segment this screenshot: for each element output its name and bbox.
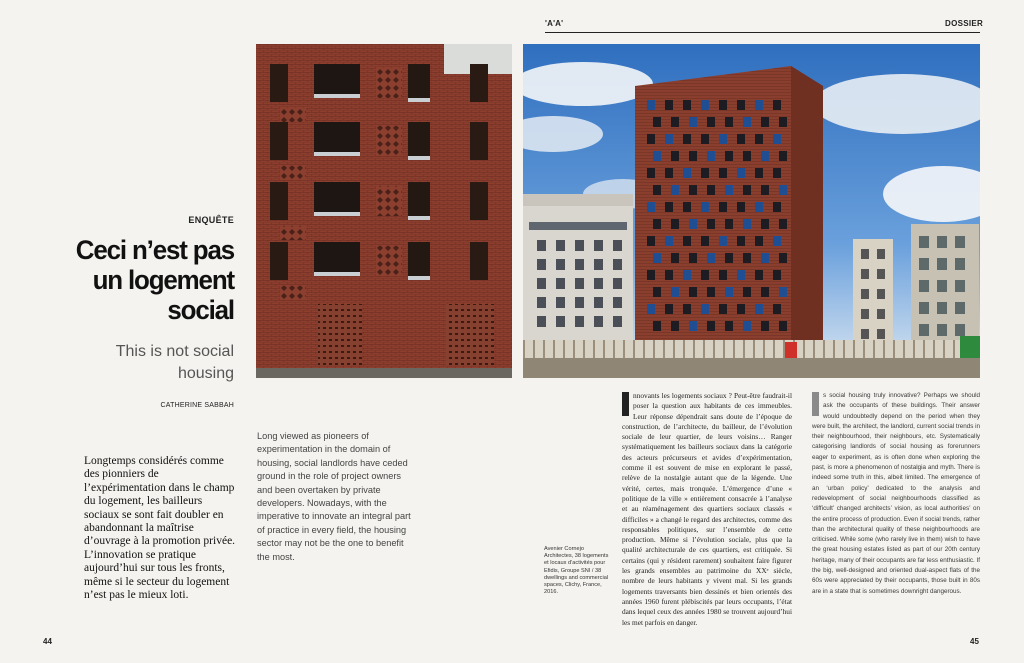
window xyxy=(665,100,673,110)
window xyxy=(937,236,947,248)
window xyxy=(861,329,869,339)
window xyxy=(665,304,673,314)
window xyxy=(737,304,745,314)
lead-paragraph-en: Long viewed as pioneers of experimentation in the domain of housing, social landlords have ceded ground in the role of project owners and been overtaken by private developers. Nowadays, with the imperative to innovate an integral part of practice in every field, the housing sector may not be the one to benefit the most. xyxy=(257,431,411,562)
window xyxy=(707,287,715,297)
dropcap-fr xyxy=(622,392,629,416)
window xyxy=(683,304,691,314)
window xyxy=(594,278,603,289)
window xyxy=(613,316,622,327)
window xyxy=(671,151,679,161)
window xyxy=(719,270,727,280)
window xyxy=(773,236,781,246)
window xyxy=(743,253,751,263)
author-name: CATHERINE SABBAH xyxy=(160,402,234,409)
window xyxy=(725,151,733,161)
body-column-fr xyxy=(622,391,792,628)
window xyxy=(737,270,745,280)
page-number-left: 44 xyxy=(43,637,52,646)
window xyxy=(719,168,727,178)
window xyxy=(647,270,655,280)
window xyxy=(755,202,763,212)
window xyxy=(761,219,769,229)
window xyxy=(671,321,679,331)
window xyxy=(937,280,947,292)
window xyxy=(647,236,655,246)
window xyxy=(755,236,763,246)
window xyxy=(719,236,727,246)
window xyxy=(665,202,673,212)
window xyxy=(955,302,965,314)
window xyxy=(683,168,691,178)
window xyxy=(725,117,733,127)
facade-photo xyxy=(256,44,512,378)
window xyxy=(725,185,733,195)
window xyxy=(919,280,929,292)
window xyxy=(613,240,622,251)
body-text-en: s social housing truly innovative? Perhaps we should ask the occupants of these buildings. Their answer would undoubtedly depend on the period when they were built, the architect, the landlord, current social trends in their neighbourhood, their neighbours, etc. Systematically categorising landlords of social housing as forerunners eager to experiment, as is often done when exploring the past, is more a phenomenon of nostalgia and myth. There is indeed some truth in this, albeit limited. The emergence of an ‘urban policy’ dedicated to the analysis and redevelopment of social neighbourhoods classified as ‘difficult’ changed architects’ vision, as local authorities’ on the entire process of production. Even if social trends, rather than the architectural quality of these neighbourhoods are criticised. While some (who rarely live in them) wish to have the great housing estates listed as part of our 20th century heritage, many of their occupants are far less enthusiastic. If the big, well-designed and oriented dual-aspect flats of the 60s were appreciated by their occupants, those built in 80s are in a state that is sometimes downright dangerous. xyxy=(812,392,981,595)
window xyxy=(761,287,769,297)
window xyxy=(470,182,488,220)
window xyxy=(556,259,565,270)
window xyxy=(701,100,709,110)
window xyxy=(743,117,751,127)
article-title: Ceci n’est pas un logement social xyxy=(75,235,234,325)
window xyxy=(647,100,655,110)
window xyxy=(919,236,929,248)
window xyxy=(725,321,733,331)
window xyxy=(919,302,929,314)
window xyxy=(937,302,947,314)
window xyxy=(701,270,709,280)
window xyxy=(314,182,360,216)
window xyxy=(653,253,661,263)
window xyxy=(270,64,288,102)
window xyxy=(737,100,745,110)
window xyxy=(270,122,288,160)
window xyxy=(743,287,751,297)
window xyxy=(314,64,360,98)
window xyxy=(955,258,965,270)
window xyxy=(779,253,787,263)
window xyxy=(314,242,360,276)
window xyxy=(408,182,430,220)
window xyxy=(613,259,622,270)
window xyxy=(707,253,715,263)
window xyxy=(556,316,565,327)
page-number-right: 45 xyxy=(970,637,979,646)
window xyxy=(683,100,691,110)
window xyxy=(779,185,787,195)
window xyxy=(737,202,745,212)
window xyxy=(653,151,661,161)
window xyxy=(575,259,584,270)
window xyxy=(773,270,781,280)
window xyxy=(761,253,769,263)
window xyxy=(683,270,691,280)
window xyxy=(575,278,584,289)
window xyxy=(683,202,691,212)
window xyxy=(537,316,546,327)
window xyxy=(575,240,584,251)
window xyxy=(270,242,288,280)
window xyxy=(537,259,546,270)
window xyxy=(937,324,947,336)
window xyxy=(773,202,781,212)
window xyxy=(761,321,769,331)
article-subtitle: This is not social housing xyxy=(115,343,234,382)
window xyxy=(761,117,769,127)
window xyxy=(671,253,679,263)
lead-paragraph-fr: Longtemps considérés comme des pionniers de l’expérimentation dans le champ du logement, les bailleurs sociaux se sont fait doubler en abandonnant la maîtrise d’ouvrage à la promotion privée. L’innovation se pratique aujourd’hui sur tous les fronts, même si le secteur du logement n’est pas le mieux loti. xyxy=(84,455,236,602)
window xyxy=(743,151,751,161)
window xyxy=(773,168,781,178)
tower-photo xyxy=(523,44,980,378)
window xyxy=(719,100,727,110)
window xyxy=(689,287,697,297)
window xyxy=(773,100,781,110)
window xyxy=(537,240,546,251)
window xyxy=(955,236,965,248)
window xyxy=(647,168,655,178)
window xyxy=(537,297,546,308)
window xyxy=(689,321,697,331)
window xyxy=(689,219,697,229)
window xyxy=(743,219,751,229)
window xyxy=(955,324,965,336)
window xyxy=(594,240,603,251)
window xyxy=(877,269,885,279)
window xyxy=(408,64,430,102)
window xyxy=(701,134,709,144)
window xyxy=(671,219,679,229)
window xyxy=(665,236,673,246)
window xyxy=(653,219,661,229)
window xyxy=(689,253,697,263)
window xyxy=(647,134,655,144)
window xyxy=(755,304,763,314)
window xyxy=(755,134,763,144)
window xyxy=(537,278,546,289)
window xyxy=(719,304,727,314)
window xyxy=(671,117,679,127)
window xyxy=(707,219,715,229)
window xyxy=(408,122,430,160)
window xyxy=(955,280,965,292)
window xyxy=(689,185,697,195)
window xyxy=(594,259,603,270)
section-label: DOSSIER xyxy=(945,19,984,28)
window xyxy=(683,236,691,246)
window xyxy=(773,134,781,144)
window xyxy=(665,168,673,178)
window xyxy=(689,117,697,127)
window xyxy=(575,316,584,327)
window xyxy=(575,297,584,308)
window xyxy=(647,202,655,212)
window xyxy=(683,134,691,144)
window xyxy=(671,287,679,297)
window xyxy=(773,304,781,314)
window xyxy=(737,236,745,246)
window xyxy=(779,219,787,229)
window xyxy=(761,151,769,161)
window xyxy=(671,185,679,195)
window xyxy=(701,168,709,178)
window xyxy=(737,168,745,178)
window xyxy=(613,297,622,308)
window xyxy=(737,134,745,144)
window xyxy=(725,287,733,297)
window xyxy=(707,151,715,161)
window xyxy=(779,151,787,161)
window xyxy=(937,258,947,270)
window xyxy=(743,321,751,331)
window xyxy=(779,287,787,297)
window xyxy=(701,304,709,314)
window xyxy=(707,185,715,195)
window xyxy=(861,289,869,299)
window xyxy=(653,321,661,331)
window xyxy=(314,122,360,156)
window xyxy=(470,122,488,160)
window xyxy=(689,151,697,161)
window xyxy=(594,297,603,308)
window xyxy=(647,304,655,314)
window xyxy=(270,182,288,220)
window xyxy=(877,329,885,339)
window xyxy=(861,309,869,319)
window xyxy=(719,134,727,144)
header-rule xyxy=(545,32,980,33)
window xyxy=(877,309,885,319)
window xyxy=(556,278,565,289)
window xyxy=(743,185,751,195)
window xyxy=(761,185,769,195)
window xyxy=(919,324,929,336)
window xyxy=(701,236,709,246)
magazine-logo: 'A'A' xyxy=(545,19,564,28)
photo-caption: Avenier Cornejo Architectes, 38 logements et locaux d’activités pour Efidis, Groupe SNI / 38 dwellings and commercial spaces, Clichy, France, 2016. xyxy=(544,546,609,596)
window xyxy=(861,269,869,279)
window xyxy=(779,321,787,331)
window xyxy=(594,316,603,327)
window xyxy=(701,202,709,212)
dropcap-en xyxy=(812,392,819,416)
window xyxy=(408,242,430,280)
window xyxy=(653,117,661,127)
window xyxy=(470,64,488,102)
window xyxy=(665,134,673,144)
body-text-fr: nnovants les logements sociaux ? Peut-être faudrait-il poser la question aux habitants de ces immeubles. Leur réponse dépendrait sans doute de l’époque de construction, de l’architecte, du bailleur, de l’évolution sociale de leur quartier, de leurs voisins… Ranger systématiquement les bailleurs sociaux dans la catégorie des acteurs précurseurs et avides d’expérimentation, comme il est souvent de mise en explorant le passé, relève de la nostalgie autant que de la légende. Une vérité, certes, mais tronquée. L’émergence d’une « politique de la ville » entièrement consacrée à l’analyse et au réaménagement des quartiers sociaux classés « difficiles » a changé le regard des architectes, comme des responsables politiques, sur l’ensemble de cette production. Même si l’évolution sociale, plus que la qualité architecturale de ces quartiers, est critiquée. Si certains (qui y résident rarement) souhaitent faire figurer les grands ensembles au patrimoine du XXᵉ siècle, nombre de leurs habitants y vivent mal. Si les grands logements traversants bien dessinés et bien orientés des années 1960 furent plébiscités par leurs occupants, l’état dans lequel ceux des années 1980 se trouvent aujourd’hui les met parfois en danger. xyxy=(622,391,792,627)
window xyxy=(653,287,661,297)
window xyxy=(755,100,763,110)
window xyxy=(877,249,885,259)
window xyxy=(719,202,727,212)
window xyxy=(725,219,733,229)
window xyxy=(877,289,885,299)
window xyxy=(755,168,763,178)
section-kicker: ENQUÊTE xyxy=(188,215,234,225)
window xyxy=(919,258,929,270)
window xyxy=(665,270,673,280)
window xyxy=(653,185,661,195)
window xyxy=(861,249,869,259)
body-column-en xyxy=(812,391,980,597)
window xyxy=(707,117,715,127)
window xyxy=(779,117,787,127)
window xyxy=(613,278,622,289)
window xyxy=(755,270,763,280)
window xyxy=(707,321,715,331)
window xyxy=(470,242,488,280)
window xyxy=(556,240,565,251)
window xyxy=(556,297,565,308)
window xyxy=(725,253,733,263)
